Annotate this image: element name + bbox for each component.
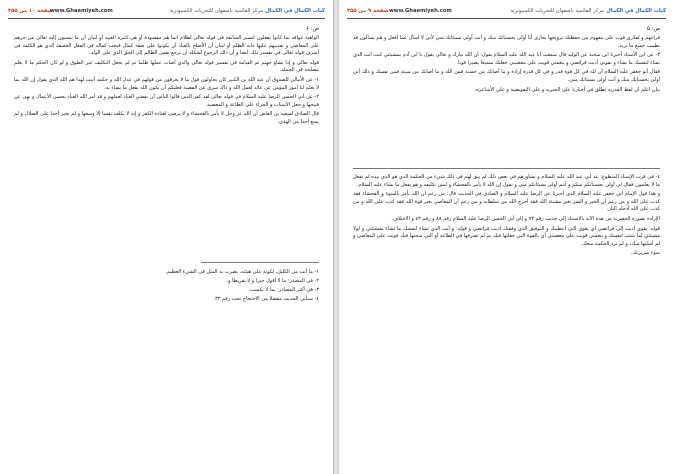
page-number: صفحة ۹ من ۳۵۵ — [347, 8, 389, 14]
section-mark: ص: ۵ — [647, 26, 660, 32]
paragraph: سوء سريرتك. — [630, 250, 660, 257]
book-title: كتاب الكمال في الكمال — [606, 8, 666, 14]
paragraph: الإرادة بصورة الحصرية من هذه الآية بالاستناد إلى حديث رقم ٩٣ و إلى أبي الحسن الرضا عليه السلام رقم ٨٨ و رقم ٤٣ و الاختلاف. — [391, 215, 660, 222]
footnotes — [14, 268, 319, 304]
footnote: ١- ما أتت من الكليل، لكونه على هيئته، بضرب به المثل في الشيء العظيم. — [165, 269, 319, 275]
main-text — [14, 26, 319, 127]
page-right — [339, 0, 674, 474]
page-header — [8, 6, 325, 19]
paragraph: قال الصادق لسعيد بن العاص أن الله عز وجل لا يأمر بالفحشاء و لا يرضى لعباده الكفر و إنه لا يكلف نفسا إلا وسعها و لم يجبر أحدا على الضلال و لم يمنع أحدا من الهدى. — [14, 111, 319, 125]
paragraph: ٢- عن أبي الحسن الرضا عليه السلام في قوله تعالى لقد كفر الذين قالوا الناس أن يقضي العباد لعملهم و قد أمر الله العباد بحسن الأعمال و نهى عن قبيحها و جعل الأسباب و الجزاء على الطاعة و المعصية. — [14, 94, 319, 108]
main-text — [353, 26, 660, 94]
footnote-divider — [201, 262, 319, 263]
paragraph: فراغهم و يُقدّري قوت على مفهوم بين حفظتك ترويجها يجازى أنا أولى بحسناتك منك و أنت أولى بسيئاتك مني لأنى لا أسأل عما أفعل و هم يسألون قد نظمت جميع ما تريد. — [353, 35, 660, 49]
paragraph: الواهية عواقه بما كانوا يفعلون لتسير السابقة في قوله تعالى لظلام انما هم مقصودة أو هي كثيرة العبيد أو لبيان أن ما يتسبون إليه تعالى من جرهم على المعاصي و تعذيبهم عليها غاية الظلم أو لبيان أن الأصلح بالعباد أن يكونوا على صفة كمال فيجب كماله في الفعل الخفيفة الذي هو الكلمة في أشرف قوله تعالى في تفسير ذلك أيضا و أن ذلك الرجوع لشكله أن ترجع نفس الظالم إلى الحق الذي على الولد. — [14, 35, 319, 57]
paragraph: فقال أبو جعفر عليه السلام أن لله في كل قوة قدر و في كل قدرة إرادة و ما أصابك من حسنة فمن الله و ما أصابك من سيئة فمن نفسك و ذلك أني أولى بحسناتك منك و أنت أولى بسيئاتك مني. — [353, 69, 660, 83]
website-link[interactable]: www.Ghaemiyeh.com — [50, 8, 113, 14]
paragraph: قوله تعالى و إذا تشاؤ جهنم ثم القيامة في تفسير قوله تعالى والذي أصاب عملها ظلما ثم لم يجعل التكليف غير الطوق و لو كان الحكم ما لا يعلم مصلحة في الجملة. — [14, 59, 319, 74]
footnote: ٢- في المصدر: ما لا أقول خيرا و لا تفريطا و. — [226, 278, 319, 284]
paragraph: ٣- عن ابن الأسناد أخبرنا ابن سحيد عن الوليد قال سمعت أبا عبد الله عليه السلام يقول: أن الله تبارك و تعالى يقول يا ابن آدم بمشيئتي كنت أنت الذي تشاء لنفسك ما تشاء و بقوتي أديت فرائضي و بنعمتي قويت على معصيتي جعلتك سميعا بصيرا قويا. — [353, 52, 660, 66]
body-text — [353, 174, 660, 258]
center-name: مركز القائمية باصفهان للتحريات الكمبيوترية — [510, 8, 604, 14]
page-left — [0, 0, 333, 474]
page-number: صفحة ۱۰ من ۳۵۵ — [8, 8, 53, 14]
section-divider — [353, 168, 660, 169]
paragraph: قوله: يقوي أديت إلى فرائضي أي يقوي التي أعطيتك و التوفيق الذي وفقتك أديت فرائضي و قوله: و أنت الذي تشاء لنفسك ما تشاء بمشيئتي و لولا مشيئتي لما شئت لنفسك و بنعمتي قويت على معصيتي أي بالقوة التي جعلتها فيك ثم لم تصرفها في الطاعة أو التي منحتها فيك قويت على المعاصي و لم أسلبها منك، و لم ترد الحكمة منعك. — [353, 225, 660, 247]
paragraph: ٤- في قرب الإسناد المتطوع: عد أبي عبد الله عليه السلام و تشاورهم في بعض ذلك لم يبق لهم في ذلك شيء من الحكمة الذي هو الذي بيده لم تفعل ما لا يعلمون فقال لي أولى بحسناتكم منكم و أنتم أولى بسيئاتكم مني و نقول إن الله لا يأمر بالفحشاء و ليس تكليفه و هو يفعل ما يشاء عليه السلام. — [353, 174, 660, 188]
footnote: ٤- سيأتي الحديث مفصلا من الاحتجاج تحت رقم ٣٣. — [213, 296, 319, 302]
paragraph: ١- عن الأمالي للصدوق أن عبد الله بن الكبير كان يحاولون قول ما لا يعرفون من قولهم في عدل الله و حكمه أتيت لهذا هم الله الذي يقول إن الله بما لا يعلم لنا أمور المؤمن عن عائد لعمل الله و ذاك سري عن القضية فعليكم أن يكون الله يفعل ما يشاء به. — [14, 76, 319, 91]
section-mark: ص: ۶ — [306, 26, 319, 32]
paragraph: بيان اعلم أن لفظ القدرية يطلق في أخبارنا على الجبرية و على التفويضية و على الأشاعرة. — [474, 86, 660, 93]
website-link[interactable]: www.Ghaemiyeh.com — [389, 8, 452, 14]
book-title: كتاب الكمال في الكمال — [265, 8, 325, 14]
footnote: ٣- في أكثر المصادر: بما لا يكسب. — [248, 287, 319, 293]
center-name: مركز القائمية باصفهان للتحريات الكمبيوترية — [169, 8, 263, 14]
paragraph: و هذا قول الإمام أبي جعفر عليه السلام الذي أخبرنا عن الرضا عليه السلام و الصادق في الحديث قال: من زعم أن الله يأمر بالسوء و الفحشاء فقد كذب على الله و من زعم أن الخير و الشر بغير مشيئة الله فقد أخرج الله من سلطانه و من زعم أن المعاصي بغير قوة الله فقد كذب على الله و من كذب على الله أدخله النار. — [353, 191, 660, 213]
page-header — [347, 6, 666, 19]
